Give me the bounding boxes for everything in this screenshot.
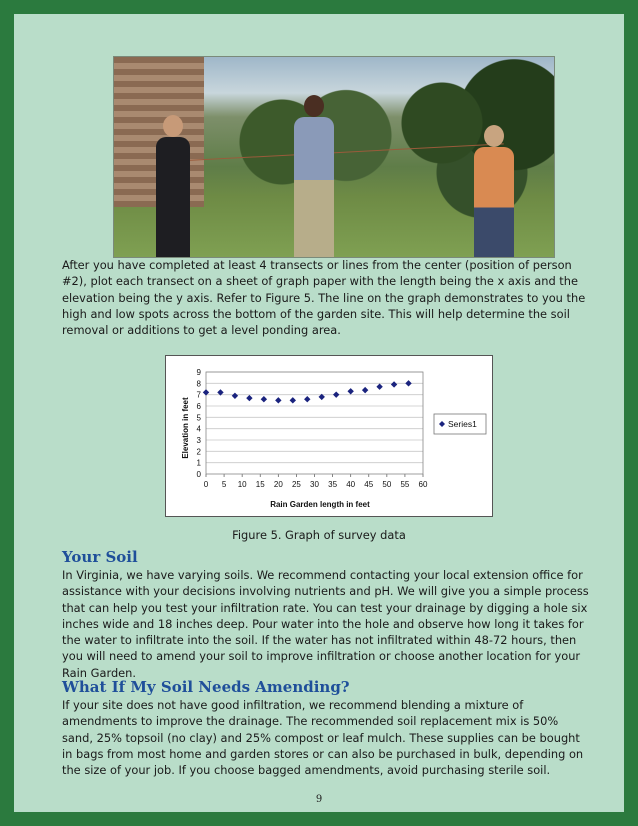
x-tick-label: 35 <box>328 480 338 489</box>
x-axis-label: Rain Garden length in feet <box>270 500 370 509</box>
x-tick-label: 15 <box>255 480 265 489</box>
amending-paragraph: If your site does not have good infiltration, we recommend blending a mixture of amendments to improve the drainage. The recommended soil replacement mix is 50% sand, 25% topsoil (no clay) and 25% compost or leaf mulch. These supplies can be bought in bags from most home and garden stores or can also be purchased in bulk, depending on the size of your job. If you choose bagged amendments, avoid purchasing sterile soil. <box>62 698 584 778</box>
page <box>14 14 624 812</box>
y-tick-label: 8 <box>196 379 201 389</box>
figure-caption: Figure 5. Graph of survey data <box>232 528 406 542</box>
your-soil-paragraph: In Virginia, we have varying soils. We recommend contacting your local extension office for assistance with your decisions involving nutrients and pH. We will give you a simple process that can help you test your infiltration rate. You can test your drainage by digging a hole six inches wide and 18 inches deep. Pour water into the hole and observe how long it takes for the water to infiltrate into the soil. If the water has not infiltrated within 48-72 hours, then you will need to amend your soil to improve infiltration or choose another location for your Rain Garden. <box>62 568 589 680</box>
survey-chart <box>165 355 493 517</box>
plot-area-border <box>206 372 423 474</box>
x-tick-label: 0 <box>203 480 209 489</box>
x-tick-label: 5 <box>221 480 227 489</box>
x-tick-label: 55 <box>400 480 410 489</box>
x-tick-label: 40 <box>346 480 356 489</box>
y-ticks <box>197 368 202 479</box>
person-3 <box>474 147 514 257</box>
chart-axes <box>206 372 423 477</box>
data-point <box>391 381 397 387</box>
data-point <box>246 395 252 401</box>
data-point <box>275 397 281 403</box>
intro-paragraph: After you have completed at least 4 transects or lines from the center (position of person #2), plot each transect on a sheet of graph paper with the length being the x axis and the elevation being the y axis. Refer to Figure 5. The line on the graph demonstrates to you the high and low spots across the bottom of the garden site. This will help determine the soil removal or additions to get a level ponding area. <box>62 258 586 338</box>
y-tick-label: 3 <box>196 436 201 445</box>
y-tick-label: 2 <box>196 447 201 457</box>
y-tick-label: 6 <box>196 402 201 411</box>
x-tick-label: 25 <box>291 480 301 489</box>
data-point <box>304 396 310 402</box>
x-tick-label: 20 <box>273 480 283 489</box>
data-point <box>376 384 382 390</box>
y-axis-label: Elevation in feet <box>181 397 190 459</box>
y-tick-label: 9 <box>196 368 201 377</box>
survey-photo <box>113 56 555 258</box>
data-point <box>362 387 368 393</box>
data-point <box>405 380 411 386</box>
y-tick-label: 0 <box>196 470 201 479</box>
data-point <box>347 388 353 394</box>
x-tick-label: 60 <box>418 480 428 489</box>
chart-svg <box>166 356 492 516</box>
x-tick-label: 45 <box>364 480 374 489</box>
amending-heading: What If My Soil Needs Amending? <box>62 678 350 696</box>
y-tick-label: 5 <box>196 413 201 423</box>
data-point <box>232 393 238 399</box>
x-tick-label: 30 <box>310 480 319 489</box>
y-tick-label: 4 <box>196 424 201 434</box>
y-tick-label: 7 <box>196 390 201 400</box>
data-point <box>261 396 267 402</box>
data-point <box>333 391 339 397</box>
data-point <box>290 397 296 403</box>
your-soil-heading: Your Soil <box>62 548 138 566</box>
x-tick-label: 10 <box>237 480 247 489</box>
page-number: 9 <box>315 794 323 805</box>
y-tick-label: 1 <box>196 458 201 468</box>
chart-legend <box>434 414 486 434</box>
x-ticks <box>204 480 428 489</box>
person-2 <box>294 117 334 257</box>
x-tick-label: 50 <box>382 480 392 489</box>
legend-label: Series1 <box>448 419 477 429</box>
person-1 <box>156 137 190 257</box>
chart-grid <box>206 372 423 463</box>
